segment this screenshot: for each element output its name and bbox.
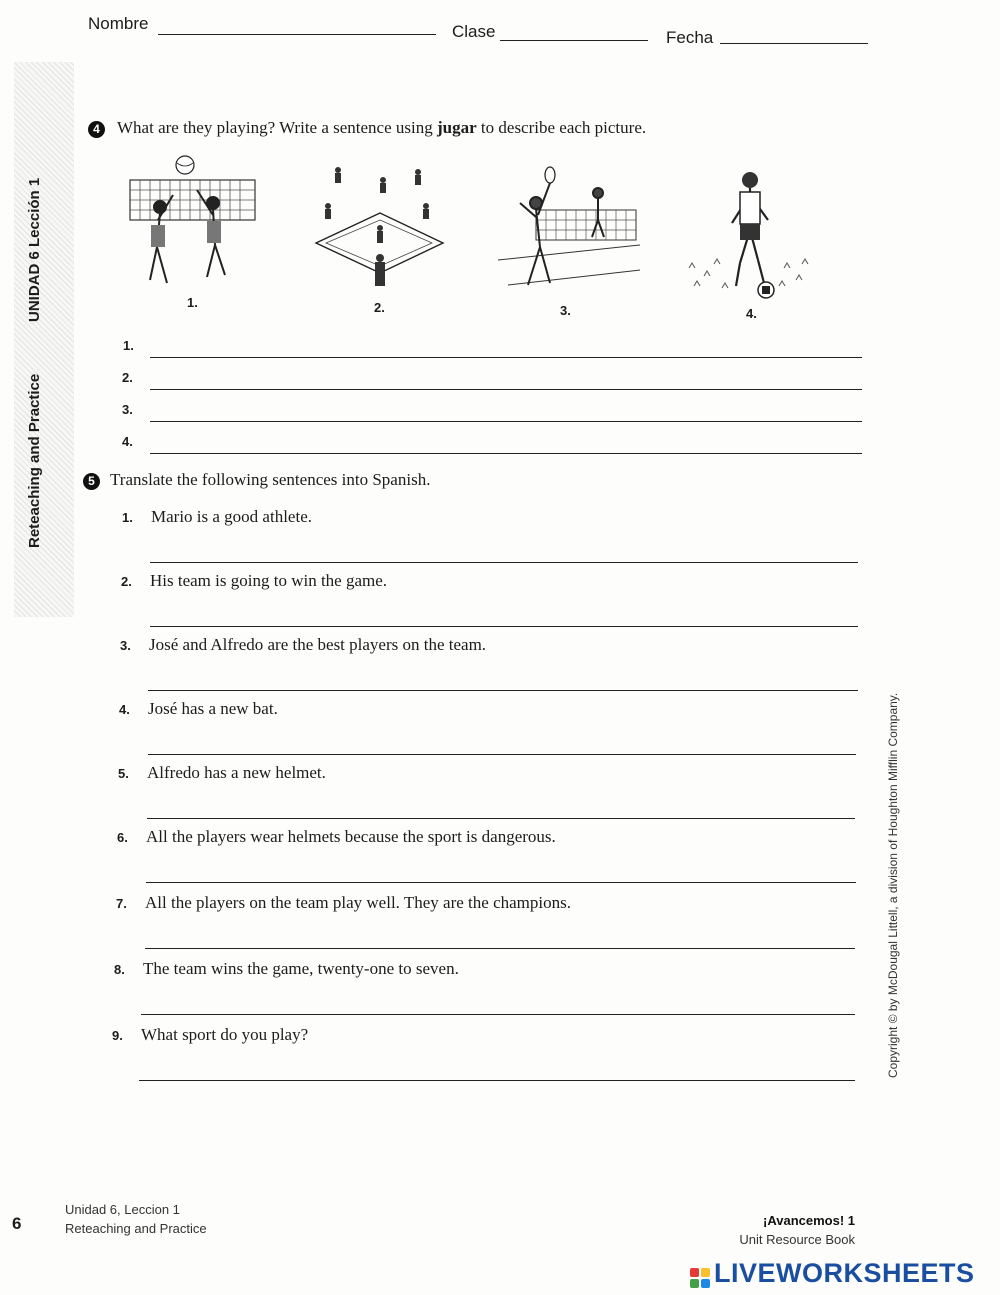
date-field[interactable] bbox=[720, 43, 868, 44]
picture-1-label: 1. bbox=[187, 295, 198, 310]
item-5-9-number: 9. bbox=[112, 1028, 123, 1043]
answer-4-3-number: 3. bbox=[122, 402, 133, 417]
footer-left-block bbox=[65, 1200, 207, 1238]
answer-4-3-line[interactable] bbox=[150, 421, 862, 422]
item-5-8-sentence: The team wins the game, twenty-one to seven. bbox=[143, 959, 459, 978]
name-field[interactable] bbox=[158, 34, 436, 35]
answer-4-4-line[interactable] bbox=[150, 453, 862, 454]
item-5-1-number: 1. bbox=[122, 510, 133, 525]
activity-4-instruction-text: What are they playing? Write a sentence using jugar to describe each picture. bbox=[117, 118, 647, 137]
answer-4-1-number: 1. bbox=[123, 338, 134, 353]
footer-unit-lesson: Unidad 6, Leccion 1 bbox=[65, 1202, 180, 1217]
liveworksheets-text: LIVEWORKSHEETS bbox=[714, 1258, 975, 1288]
copyright-notice: Copyright © by McDougal Littell, a division of Houghton Mifflin Company. bbox=[886, 692, 900, 1078]
liveworksheets-watermark bbox=[690, 1258, 975, 1289]
activity-5-instruction-text: Translate the following sentences into Spanish. bbox=[110, 470, 431, 489]
side-tab-texture bbox=[14, 62, 74, 617]
class-field[interactable] bbox=[500, 40, 648, 41]
footer-book-subtitle: Unit Resource Book bbox=[739, 1232, 855, 1247]
item-5-8-number: 8. bbox=[114, 962, 125, 977]
item-5-6-answer-line[interactable] bbox=[146, 882, 856, 883]
footer-right-block bbox=[700, 1211, 855, 1249]
item-5-6-number: 6. bbox=[117, 830, 128, 845]
item-5-5-number: 5. bbox=[118, 766, 129, 781]
soccer-picture bbox=[684, 168, 814, 304]
class-label: Clase bbox=[452, 22, 496, 41]
page-number: 6 bbox=[12, 1214, 22, 1233]
answer-4-2-number: 2. bbox=[122, 370, 133, 385]
item-5-8-answer-line[interactable] bbox=[141, 1014, 855, 1015]
picture-4-label: 4. bbox=[746, 306, 757, 321]
volleyball-picture bbox=[125, 155, 260, 300]
item-5-5-answer-line[interactable] bbox=[147, 818, 855, 819]
activity-4-instruction bbox=[88, 118, 646, 138]
name-label: Nombre bbox=[88, 14, 149, 33]
item-5-7-number: 7. bbox=[116, 896, 127, 911]
item-5-3-number: 3. bbox=[120, 638, 131, 653]
footer-book-title: ¡Avancemos! 1 bbox=[763, 1213, 855, 1228]
answer-4-2-line[interactable] bbox=[150, 389, 862, 390]
picture-1 bbox=[125, 155, 260, 315]
footer-section: Reteaching and Practice bbox=[65, 1221, 207, 1236]
item-5-1-sentence: Mario is a good athlete. bbox=[151, 507, 312, 526]
item-5-4-answer-line[interactable] bbox=[148, 754, 856, 755]
item-5-2-number: 2. bbox=[121, 574, 132, 589]
answer-4-1-line[interactable] bbox=[150, 357, 862, 358]
item-5-5-sentence: Alfredo has a new helmet. bbox=[147, 763, 326, 782]
picture-2-label: 2. bbox=[374, 300, 385, 315]
item-5-9-sentence: What sport do you play? bbox=[141, 1025, 309, 1044]
item-5-3-sentence: José and Alfredo are the best players on the team. bbox=[149, 635, 487, 654]
activity-5-number: 5 bbox=[83, 473, 100, 490]
activity-4-number: 4 bbox=[88, 121, 105, 138]
item-5-9-answer-line[interactable] bbox=[139, 1080, 855, 1081]
date-label: Fecha bbox=[666, 28, 714, 47]
item-5-1-answer-line[interactable] bbox=[150, 562, 858, 563]
item-5-2-sentence: His team is going to win the game. bbox=[150, 571, 388, 590]
picture-2 bbox=[308, 158, 453, 318]
picture-3 bbox=[498, 165, 640, 320]
item-5-3-answer-line[interactable] bbox=[148, 690, 858, 691]
picture-4 bbox=[684, 168, 814, 323]
liveworksheets-logo-icon bbox=[690, 1268, 710, 1288]
item-5-6-sentence: All the players wear helmets because the sport is dangerous. bbox=[146, 827, 556, 846]
item-5-2-answer-line[interactable] bbox=[150, 626, 858, 627]
item-5-7-answer-line[interactable] bbox=[145, 948, 855, 949]
tennis-picture bbox=[498, 165, 640, 303]
item-5-7-sentence: All the players on the team play well. They are the champions. bbox=[145, 893, 571, 912]
item-5-4-number: 4. bbox=[119, 702, 130, 717]
activity-5-instruction bbox=[83, 470, 430, 490]
item-5-4-sentence: José has a new bat. bbox=[148, 699, 278, 718]
baseball-picture bbox=[308, 158, 453, 298]
answer-4-4-number: 4. bbox=[122, 434, 133, 449]
side-section-title: Reteaching and Practice bbox=[26, 373, 43, 548]
side-unit-lesson: UNIDAD 6 Lección 1 bbox=[26, 177, 43, 322]
picture-3-label: 3. bbox=[560, 303, 571, 318]
